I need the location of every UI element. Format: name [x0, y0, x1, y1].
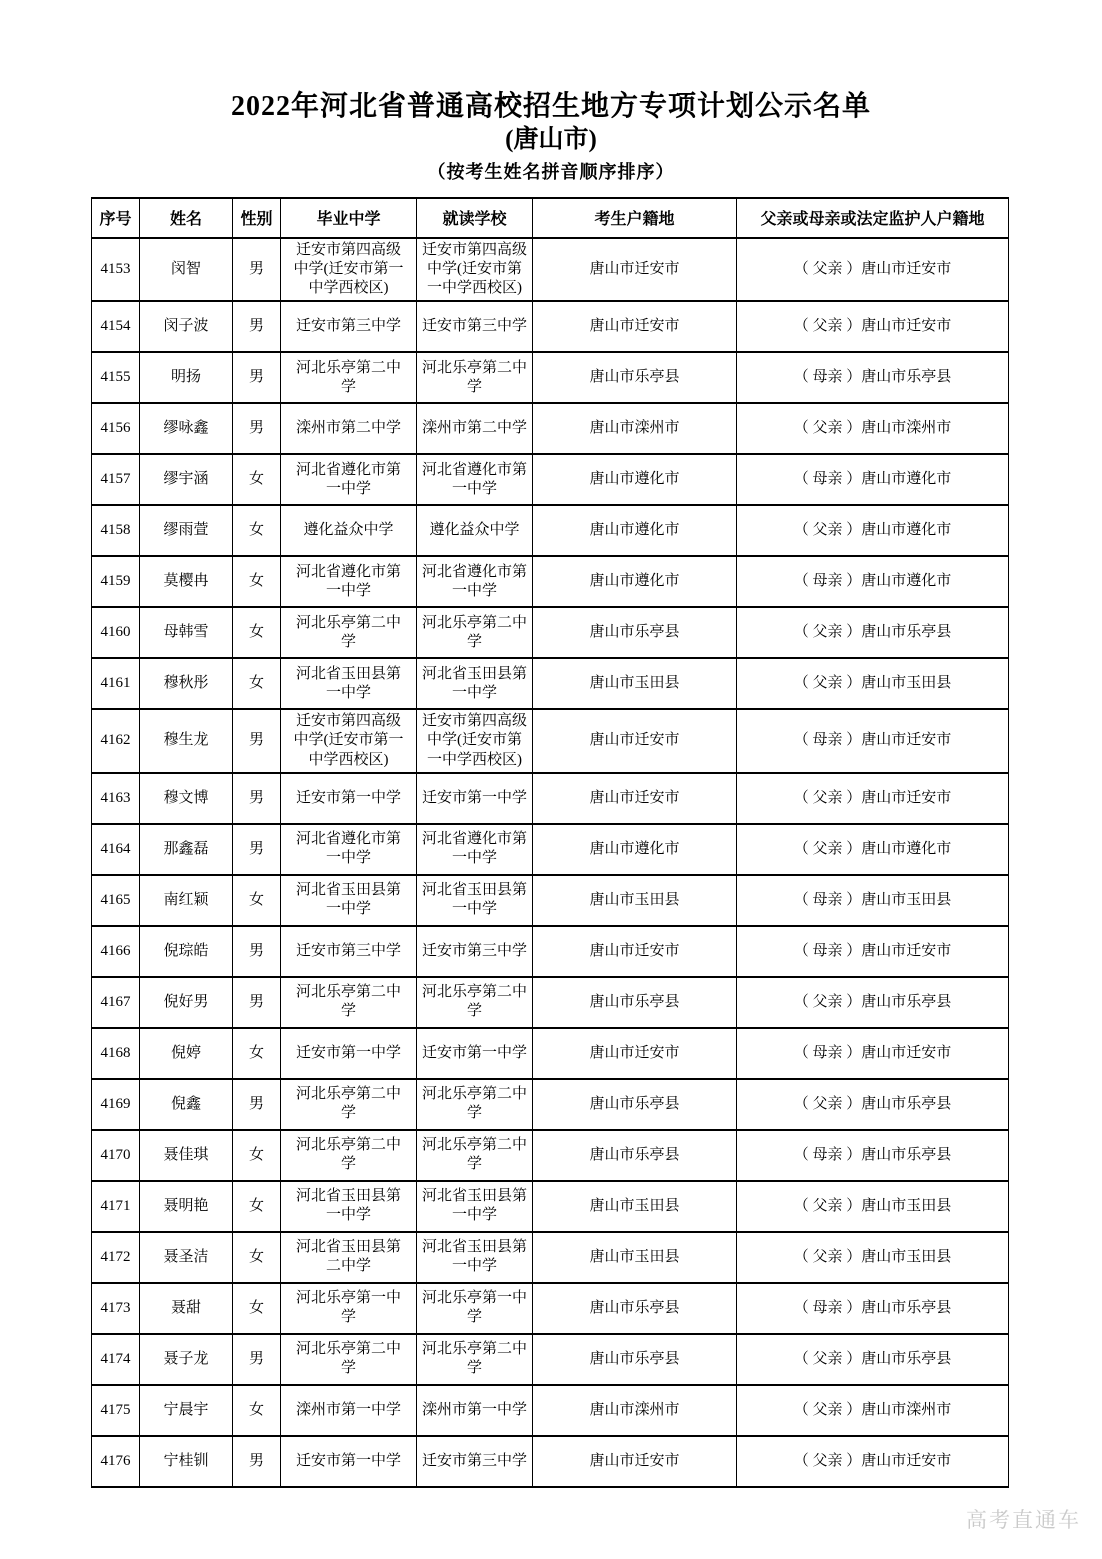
students-roster-table: [91, 197, 1009, 1488]
cell-graduated_school: 河北乐亭第二中学: [281, 977, 417, 1028]
watermark-text: 高考直通车: [966, 1508, 1081, 1532]
cell-graduated_school: 迁安市第一中学: [281, 1436, 417, 1487]
cell-gender: 男: [233, 403, 281, 454]
cell-attending_school: 迁安市第四高级中学(迁安市第一中学西校区): [417, 709, 533, 773]
cell-name: 聂圣洁: [140, 1232, 233, 1283]
document-subtitle-city: (唐山市): [505, 126, 597, 154]
cell-gender: 男: [233, 352, 281, 403]
cell-name: 聂佳琪: [140, 1130, 233, 1181]
cell-guardian_registration: （ 父亲 ）唐山市遵化市: [737, 824, 1009, 875]
cell-attending_school: 河北省玉田县第一中学: [417, 1232, 533, 1283]
cell-name: 穆文博: [140, 773, 233, 824]
cell-guardian_registration: （ 父亲 ）唐山市乐亭县: [737, 1079, 1009, 1130]
table-row: [92, 1436, 1009, 1487]
cell-name: 闵子波: [140, 301, 233, 352]
cell-no: 4174: [92, 1334, 140, 1385]
cell-attending_school: 迁安市第三中学: [417, 1436, 533, 1487]
cell-gender: 女: [233, 1232, 281, 1283]
cell-attending_school: 河北省遵化市第一中学: [417, 454, 533, 505]
cell-guardian_registration: （ 母亲 ）唐山市遵化市: [737, 454, 1009, 505]
cell-graduated_school: 河北乐亭第一中学: [281, 1283, 417, 1334]
cell-candidate_registration: 唐山市滦州市: [533, 403, 737, 454]
col-header-no: 序号: [92, 198, 140, 238]
table-row: [92, 926, 1009, 977]
cell-no: 4170: [92, 1130, 140, 1181]
cell-guardian_registration: （ 父亲 ）唐山市乐亭县: [737, 607, 1009, 658]
table-row: [92, 875, 1009, 926]
document-title: 2022年河北省普通高校招生地方专项计划公示名单: [230, 91, 871, 122]
cell-name: 明扬: [140, 352, 233, 403]
col-header-candidate-registration: 考生户籍地: [533, 198, 737, 238]
cell-candidate_registration: 唐山市玉田县: [533, 658, 737, 709]
cell-guardian_registration: （ 母亲 ）唐山市乐亭县: [737, 1283, 1009, 1334]
cell-candidate_registration: 唐山市乐亭县: [533, 607, 737, 658]
cell-no: 4155: [92, 352, 140, 403]
col-header-guardian-registration: 父亲或母亲或法定监护人户籍地: [737, 198, 1009, 238]
cell-graduated_school: 迁安市第四高级中学(迁安市第一中学西校区): [281, 238, 417, 302]
cell-no: 4159: [92, 556, 140, 607]
cell-attending_school: 河北省玉田县第一中学: [417, 875, 533, 926]
cell-attending_school: 遵化益众中学: [417, 505, 533, 556]
cell-candidate_registration: 唐山市迁安市: [533, 709, 737, 773]
cell-guardian_registration: （ 母亲 ）唐山市迁安市: [737, 1028, 1009, 1079]
cell-gender: 男: [233, 926, 281, 977]
table-row: [92, 709, 1009, 773]
table-body: [92, 238, 1009, 1487]
cell-no: 4163: [92, 773, 140, 824]
col-header-gender: 性别: [233, 198, 281, 238]
cell-candidate_registration: 唐山市乐亭县: [533, 1079, 737, 1130]
cell-candidate_registration: 唐山市迁安市: [533, 301, 737, 352]
cell-attending_school: 河北乐亭第二中学: [417, 607, 533, 658]
cell-guardian_registration: （ 父亲 ）唐山市玉田县: [737, 658, 1009, 709]
cell-gender: 男: [233, 977, 281, 1028]
cell-name: 聂子龙: [140, 1334, 233, 1385]
cell-candidate_registration: 唐山市遵化市: [533, 454, 737, 505]
col-header-graduated-school: 毕业中学: [281, 198, 417, 238]
cell-no: 4162: [92, 709, 140, 773]
cell-attending_school: 河北省遵化市第一中学: [417, 824, 533, 875]
cell-name: 莫樱冉: [140, 556, 233, 607]
cell-graduated_school: 滦州市第一中学: [281, 1385, 417, 1436]
cell-no: 4165: [92, 875, 140, 926]
table-row: [92, 1130, 1009, 1181]
cell-no: 4169: [92, 1079, 140, 1130]
cell-no: 4176: [92, 1436, 140, 1487]
cell-gender: 男: [233, 824, 281, 875]
cell-no: 4156: [92, 403, 140, 454]
cell-name: 聂明艳: [140, 1181, 233, 1232]
cell-gender: 女: [233, 454, 281, 505]
cell-guardian_registration: （ 母亲 ）唐山市迁安市: [737, 709, 1009, 773]
cell-gender: 女: [233, 607, 281, 658]
cell-graduated_school: 河北乐亭第二中学: [281, 1079, 417, 1130]
cell-guardian_registration: （ 母亲 ）唐山市迁安市: [737, 926, 1009, 977]
table-row: [92, 1181, 1009, 1232]
cell-no: 4173: [92, 1283, 140, 1334]
cell-name: 那鑫磊: [140, 824, 233, 875]
cell-gender: 男: [233, 301, 281, 352]
cell-guardian_registration: （ 母亲 ）唐山市遵化市: [737, 556, 1009, 607]
cell-candidate_registration: 唐山市乐亭县: [533, 1130, 737, 1181]
cell-gender: 女: [233, 505, 281, 556]
cell-gender: 女: [233, 1283, 281, 1334]
table-row: [92, 1028, 1009, 1079]
cell-attending_school: 河北乐亭第二中学: [417, 977, 533, 1028]
table-row: [92, 824, 1009, 875]
cell-graduated_school: 迁安市第一中学: [281, 773, 417, 824]
cell-no: 4172: [92, 1232, 140, 1283]
document-sort-note: （按考生姓名拼音顺序排序）: [427, 161, 675, 182]
table-row: [92, 607, 1009, 658]
cell-attending_school: 河北乐亭第二中学: [417, 1334, 533, 1385]
table-row: [92, 1385, 1009, 1436]
cell-name: 宁桂钏: [140, 1436, 233, 1487]
cell-guardian_registration: （ 母亲 ）唐山市玉田县: [737, 875, 1009, 926]
cell-gender: 男: [233, 709, 281, 773]
cell-graduated_school: 河北省玉田县第二中学: [281, 1232, 417, 1283]
cell-name: 缪咏鑫: [140, 403, 233, 454]
cell-graduated_school: 迁安市第四高级中学(迁安市第一中学西校区): [281, 709, 417, 773]
cell-name: 南红颖: [140, 875, 233, 926]
cell-candidate_registration: 唐山市遵化市: [533, 824, 737, 875]
cell-no: 4168: [92, 1028, 140, 1079]
cell-name: 聂甜: [140, 1283, 233, 1334]
cell-attending_school: 河北省玉田县第一中学: [417, 1181, 533, 1232]
table-row: [92, 977, 1009, 1028]
cell-name: 倪婷: [140, 1028, 233, 1079]
table-row: [92, 352, 1009, 403]
cell-graduated_school: 河北省玉田县第一中学: [281, 875, 417, 926]
cell-graduated_school: 河北省遵化市第一中学: [281, 824, 417, 875]
cell-gender: 女: [233, 1385, 281, 1436]
cell-gender: 男: [233, 1079, 281, 1130]
cell-candidate_registration: 唐山市迁安市: [533, 1436, 737, 1487]
cell-name: 母韩雪: [140, 607, 233, 658]
cell-name: 倪琮皓: [140, 926, 233, 977]
cell-guardian_registration: （ 父亲 ）唐山市迁安市: [737, 238, 1009, 302]
cell-gender: 女: [233, 875, 281, 926]
cell-candidate_registration: 唐山市遵化市: [533, 505, 737, 556]
cell-gender: 女: [233, 1028, 281, 1079]
table-row: [92, 1334, 1009, 1385]
cell-attending_school: 河北乐亭第二中学: [417, 1130, 533, 1181]
cell-attending_school: 河北省遵化市第一中学: [417, 556, 533, 607]
col-header-name: 姓名: [140, 198, 233, 238]
table-row: [92, 1232, 1009, 1283]
cell-guardian_registration: （ 父亲 ）唐山市乐亭县: [737, 977, 1009, 1028]
cell-attending_school: 迁安市第一中学: [417, 1028, 533, 1079]
cell-no: 4175: [92, 1385, 140, 1436]
cell-attending_school: 滦州市第一中学: [417, 1385, 533, 1436]
cell-attending_school: 河北乐亭第一中学: [417, 1283, 533, 1334]
cell-no: 4167: [92, 977, 140, 1028]
table-row: [92, 301, 1009, 352]
cell-attending_school: 河北乐亭第二中学: [417, 352, 533, 403]
col-header-attending-school: 就读学校: [417, 198, 533, 238]
cell-name: 缪雨萱: [140, 505, 233, 556]
cell-gender: 女: [233, 658, 281, 709]
cell-candidate_registration: 唐山市玉田县: [533, 875, 737, 926]
cell-candidate_registration: 唐山市迁安市: [533, 238, 737, 302]
cell-graduated_school: 滦州市第二中学: [281, 403, 417, 454]
cell-candidate_registration: 唐山市滦州市: [533, 1385, 737, 1436]
cell-name: 宁晨宇: [140, 1385, 233, 1436]
cell-no: 4153: [92, 238, 140, 302]
table-row: [92, 505, 1009, 556]
cell-graduated_school: 河北省玉田县第一中学: [281, 1181, 417, 1232]
cell-gender: 女: [233, 1130, 281, 1181]
cell-candidate_registration: 唐山市迁安市: [533, 773, 737, 824]
cell-candidate_registration: 唐山市乐亭县: [533, 1283, 737, 1334]
table-row: [92, 1079, 1009, 1130]
cell-name: 缪宇涵: [140, 454, 233, 505]
table-row: [92, 454, 1009, 505]
cell-candidate_registration: 唐山市遵化市: [533, 556, 737, 607]
cell-candidate_registration: 唐山市迁安市: [533, 926, 737, 977]
cell-graduated_school: 迁安市第一中学: [281, 1028, 417, 1079]
cell-guardian_registration: （ 父亲 ）唐山市玉田县: [737, 1232, 1009, 1283]
cell-name: 闵智: [140, 238, 233, 302]
cell-no: 4171: [92, 1181, 140, 1232]
cell-gender: 女: [233, 556, 281, 607]
cell-no: 4166: [92, 926, 140, 977]
table-row: [92, 403, 1009, 454]
cell-name: 倪好男: [140, 977, 233, 1028]
cell-no: 4164: [92, 824, 140, 875]
cell-attending_school: 河北乐亭第二中学: [417, 1079, 533, 1130]
cell-graduated_school: 河北乐亭第二中学: [281, 352, 417, 403]
cell-attending_school: 迁安市第一中学: [417, 773, 533, 824]
cell-guardian_registration: （ 母亲 ）唐山市乐亭县: [737, 352, 1009, 403]
cell-guardian_registration: （ 父亲 ）唐山市迁安市: [737, 1436, 1009, 1487]
cell-gender: 女: [233, 1181, 281, 1232]
cell-candidate_registration: 唐山市乐亭县: [533, 977, 737, 1028]
cell-candidate_registration: 唐山市玉田县: [533, 1181, 737, 1232]
cell-candidate_registration: 唐山市玉田县: [533, 1232, 737, 1283]
cell-graduated_school: 河北省遵化市第一中学: [281, 556, 417, 607]
cell-attending_school: 河北省玉田县第一中学: [417, 658, 533, 709]
cell-attending_school: 迁安市第三中学: [417, 926, 533, 977]
cell-gender: 男: [233, 1436, 281, 1487]
cell-graduated_school: 遵化益众中学: [281, 505, 417, 556]
table-row: [92, 658, 1009, 709]
cell-graduated_school: 河北省遵化市第一中学: [281, 454, 417, 505]
cell-guardian_registration: （ 父亲 ）唐山市玉田县: [737, 1181, 1009, 1232]
cell-guardian_registration: （ 父亲 ）唐山市迁安市: [737, 773, 1009, 824]
cell-candidate_registration: 唐山市迁安市: [533, 1028, 737, 1079]
cell-graduated_school: 迁安市第三中学: [281, 926, 417, 977]
cell-guardian_registration: （ 父亲 ）唐山市迁安市: [737, 301, 1009, 352]
cell-no: 4154: [92, 301, 140, 352]
table-row: [92, 773, 1009, 824]
cell-attending_school: 滦州市第二中学: [417, 403, 533, 454]
cell-candidate_registration: 唐山市乐亭县: [533, 1334, 737, 1385]
cell-graduated_school: 河北乐亭第二中学: [281, 1130, 417, 1181]
cell-guardian_registration: （ 父亲 ）唐山市遵化市: [737, 505, 1009, 556]
cell-graduated_school: 迁安市第三中学: [281, 301, 417, 352]
cell-guardian_registration: （ 母亲 ）唐山市乐亭县: [737, 1130, 1009, 1181]
cell-name: 穆生龙: [140, 709, 233, 773]
cell-gender: 男: [233, 773, 281, 824]
title-block: [0, 0, 1102, 183]
cell-no: 4157: [92, 454, 140, 505]
cell-graduated_school: 河北乐亭第二中学: [281, 1334, 417, 1385]
cell-no: 4160: [92, 607, 140, 658]
table-row: [92, 238, 1009, 302]
table-row: [92, 1283, 1009, 1334]
table-header-row: [92, 198, 1009, 238]
cell-name: 倪鑫: [140, 1079, 233, 1130]
cell-gender: 男: [233, 238, 281, 302]
cell-candidate_registration: 唐山市乐亭县: [533, 352, 737, 403]
table-row: [92, 556, 1009, 607]
cell-no: 4158: [92, 505, 140, 556]
cell-attending_school: 迁安市第三中学: [417, 301, 533, 352]
cell-graduated_school: 河北乐亭第二中学: [281, 607, 417, 658]
cell-guardian_registration: （ 父亲 ）唐山市乐亭县: [737, 1334, 1009, 1385]
cell-no: 4161: [92, 658, 140, 709]
cell-gender: 男: [233, 1334, 281, 1385]
cell-guardian_registration: （ 父亲 ）唐山市滦州市: [737, 403, 1009, 454]
cell-graduated_school: 河北省玉田县第一中学: [281, 658, 417, 709]
cell-attending_school: 迁安市第四高级中学(迁安市第一中学西校区): [417, 238, 533, 302]
cell-name: 穆秋彤: [140, 658, 233, 709]
cell-guardian_registration: （ 父亲 ）唐山市滦州市: [737, 1385, 1009, 1436]
